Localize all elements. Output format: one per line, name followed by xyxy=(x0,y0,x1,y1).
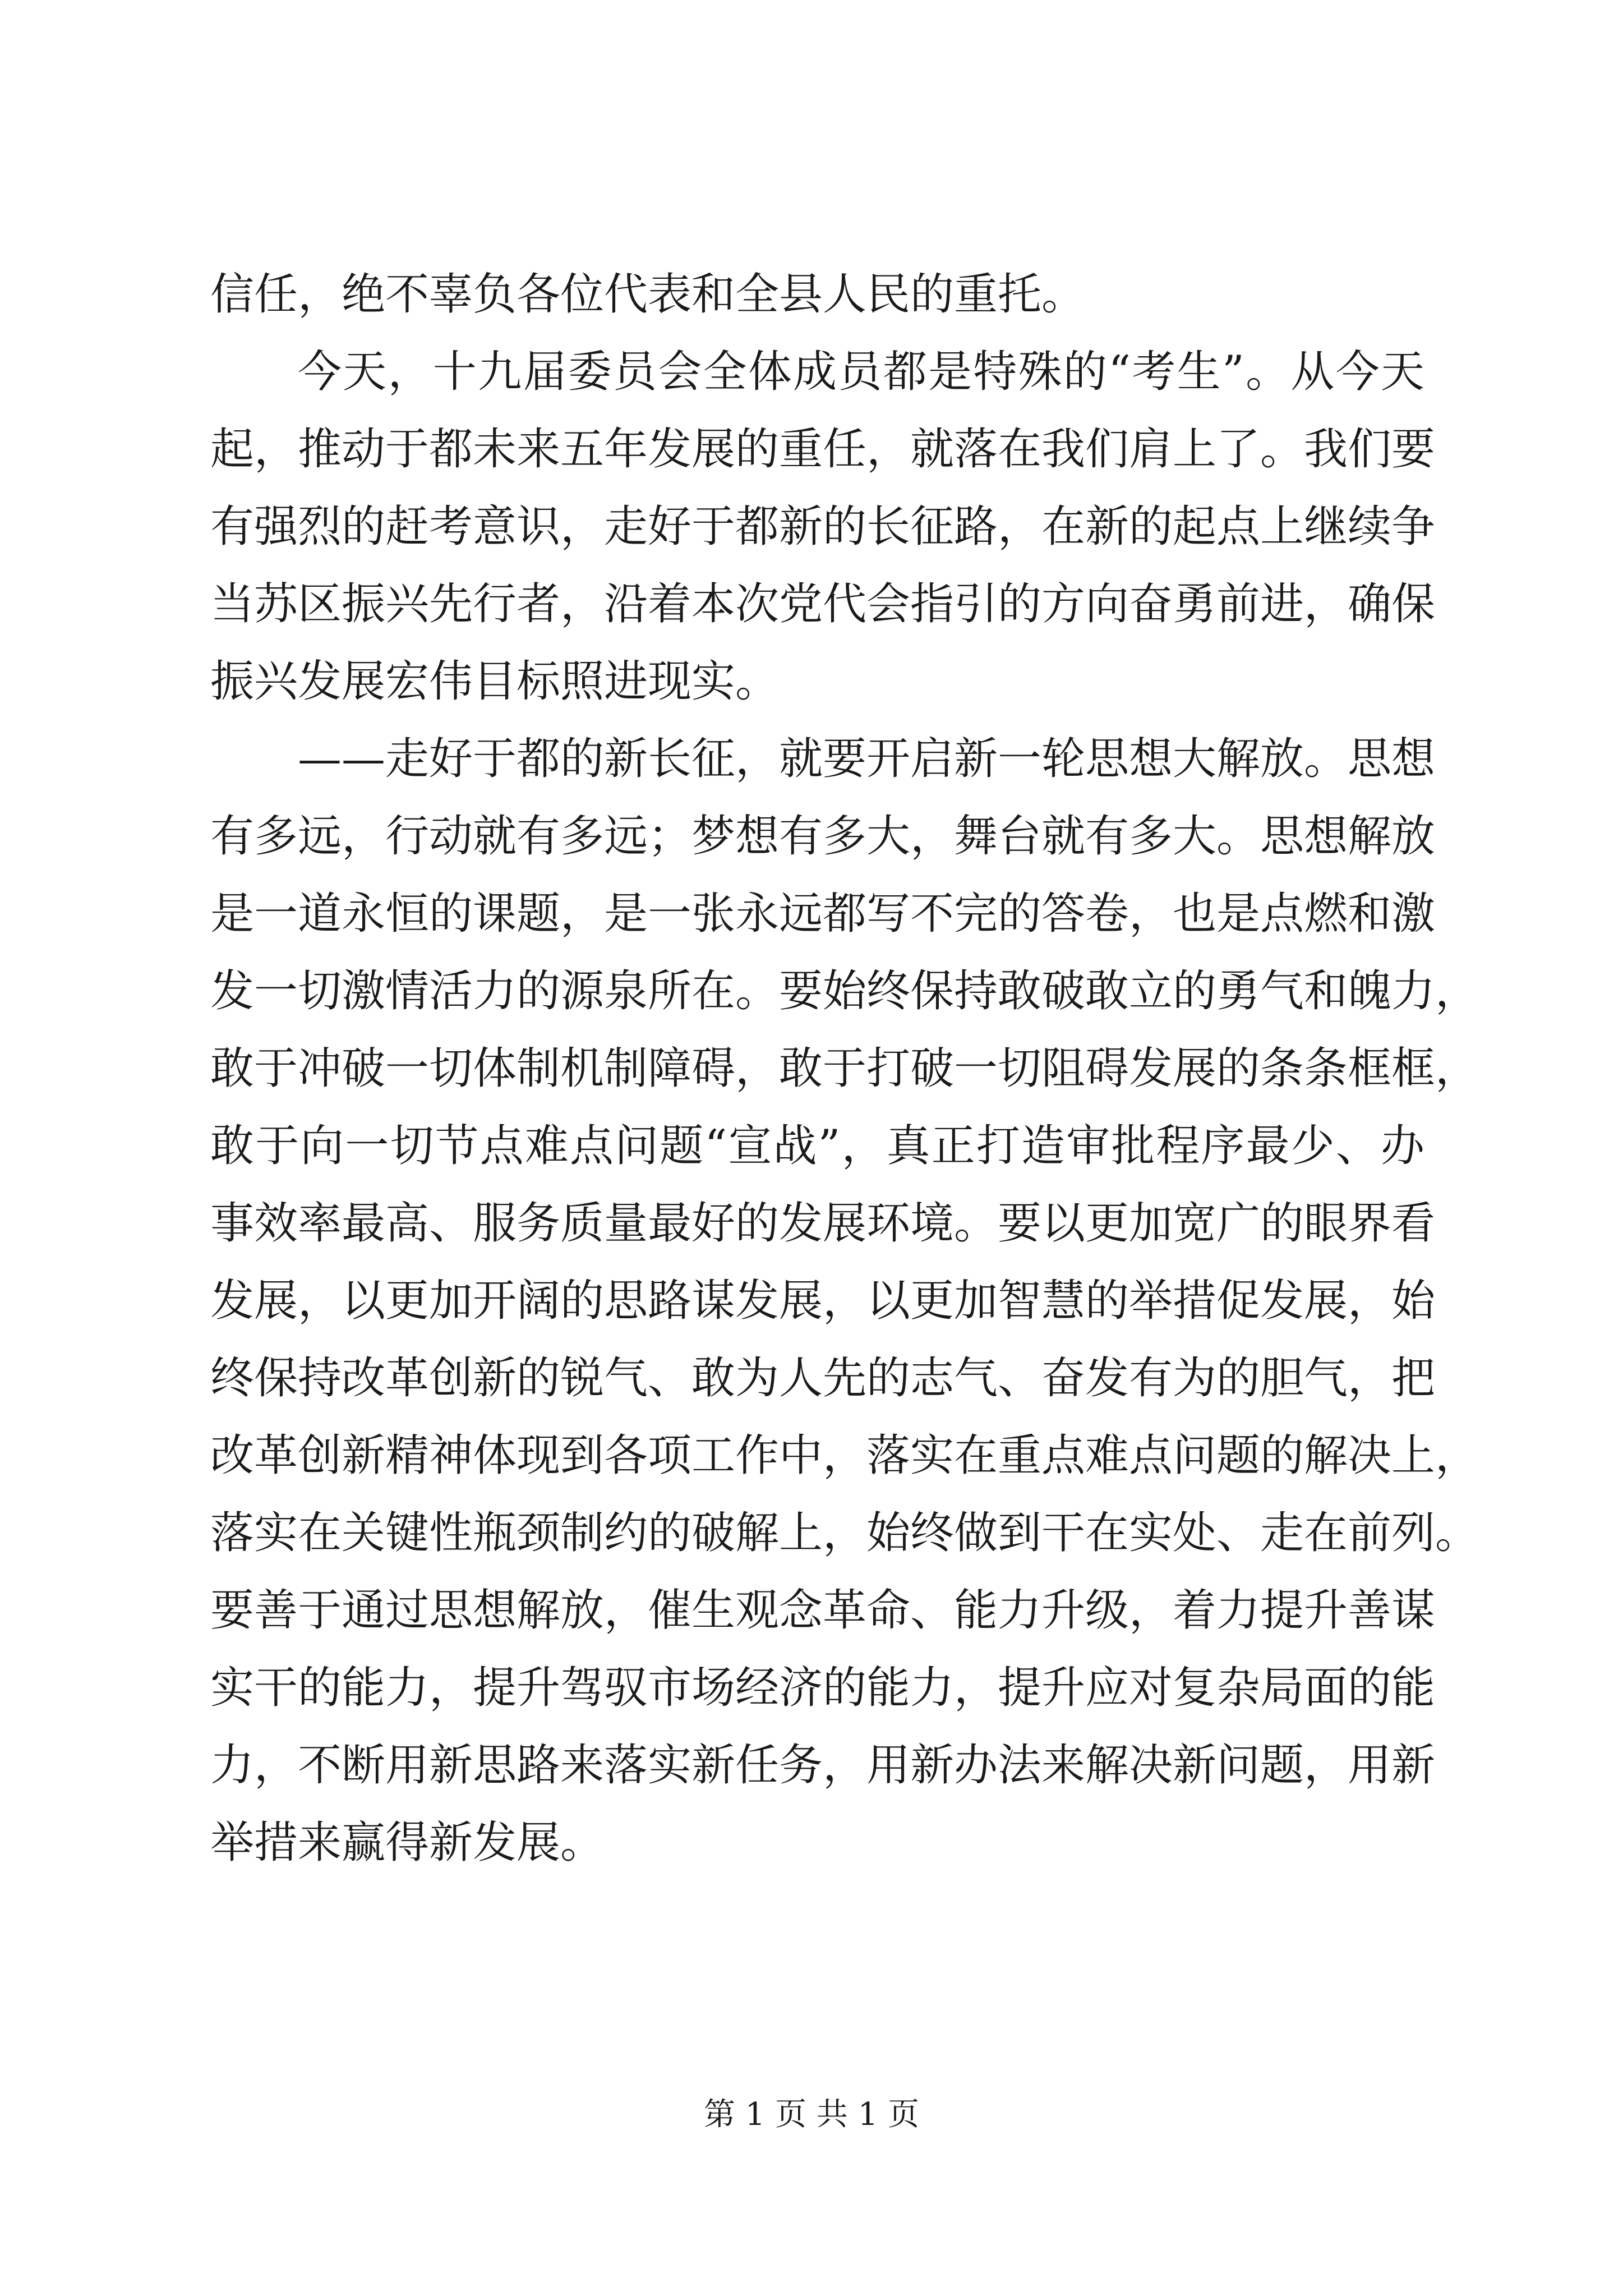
page-footer: 第 1 页 共 1 页 xyxy=(703,2096,920,2133)
document-body xyxy=(210,256,1479,1881)
text-line: 今天，十九届委员会全体成员都是特殊的“考生”。从今天 xyxy=(298,347,1424,397)
text-line: 振兴发展宏伟目标照进现实。 xyxy=(210,656,780,707)
text-line: 敢于向一切节点难点问题“宣战”，真正打造审批程序最少、办 xyxy=(210,1121,1424,1171)
paragraph xyxy=(210,333,1436,720)
text-line: 事效率最高、服务质量最好的发展环境。要以更加宽广的眼界看 xyxy=(210,1198,1436,1249)
paragraph xyxy=(210,256,1424,333)
text-line: 发一切激情活力的源泉所在。要始终保持敢破敢立的勇气和魄力， xyxy=(210,966,1479,1016)
text-line: 实干的能力，提升驾驭市场经济的能力，提升应对复杂局面的能 xyxy=(210,1663,1436,1713)
text-line: 起，推动于都未来五年发展的重任，就落在我们肩上了。我们要 xyxy=(210,424,1436,475)
text-line: 举措来赢得新发展。 xyxy=(210,1818,605,1868)
text-line: 当苏区振兴先行者，沿着本次党代会指引的方向奋勇前进，确保 xyxy=(210,579,1436,629)
text-line: 敢于冲破一切体制机制障碍，敢于打破一切阻碍发展的条条框框， xyxy=(210,1043,1479,1094)
text-line: 终保持改革创新的锐气、敢为人先的志气、奋发有为的胆气，把 xyxy=(210,1353,1436,1404)
text-line: 有强烈的赶考意识，走好于都新的长征路，在新的起点上继续争 xyxy=(210,501,1436,552)
text-line: 是一道永恒的课题，是一张永远都写不完的答卷，也是点燃和激 xyxy=(210,889,1436,939)
text-line: ——走好于都的新长征，就要开启新一轮思想大解放。思想 xyxy=(298,734,1436,784)
paragraph xyxy=(210,720,1479,1881)
text-line: 发展，以更加开阔的思路谋发展，以更加智慧的举措促发展，始 xyxy=(210,1276,1436,1326)
text-line: 力，不断用新思路来落实新任务，用新办法来解决新问题，用新 xyxy=(210,1740,1436,1791)
text-line: 有多远，行动就有多远；梦想有多大，舞台就有多大。思想解放 xyxy=(210,811,1436,862)
text-line: 落实在关键性瓶颈制约的破解上，始终做到干在实处、走在前列。 xyxy=(210,1508,1479,1558)
text-line: 改革创新精神体现到各项工作中，落实在重点难点问题的解决上， xyxy=(210,1430,1479,1481)
text-line: 信任，绝不辜负各位代表和全县人民的重托。 xyxy=(210,269,1086,320)
text-line: 要善于通过思想解放，催生观念革命、能力升级，着力提升善谋 xyxy=(210,1585,1436,1636)
